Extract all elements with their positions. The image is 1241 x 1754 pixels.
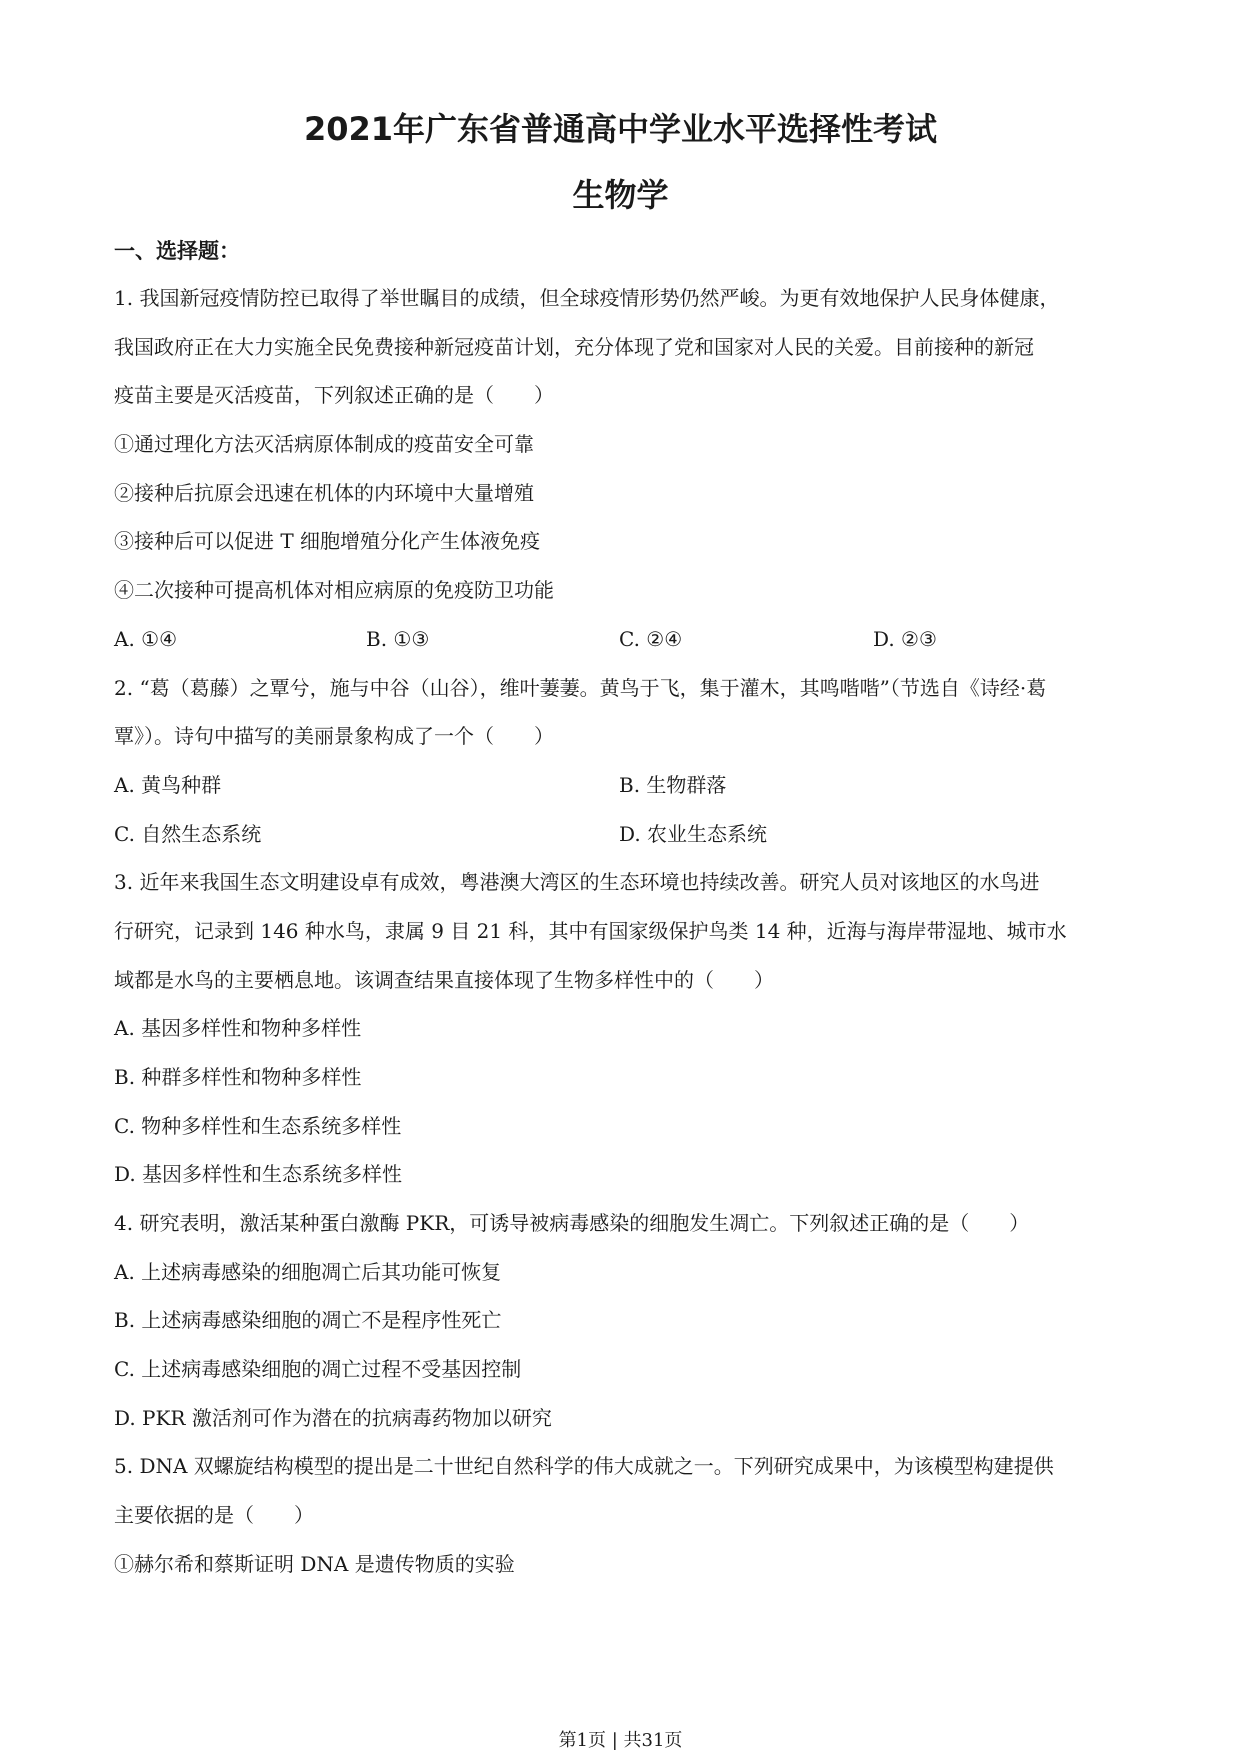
q3-option-d: D. 基因多样性和生态系统多样性 <box>114 1162 403 1186</box>
q3-option-c: C. 物种多样性和生态系统多样性 <box>114 1114 402 1138</box>
q1-stem-line1: 1. 我国新冠疫情防控已取得了举世瞩目的成绩，但全球疫情形势仍然严峻。为更有效地保护人民身体健康， <box>114 286 1060 310</box>
q3-option-a: A. 基因多样性和物种多样性 <box>114 1016 362 1040</box>
section-heading: 一、选择题： <box>114 239 240 263</box>
q4-option-d: D. PKR 激活剂可作为潜在的抗病毒药物加以研究 <box>114 1406 552 1430</box>
q1-stem-line3: 疫苗主要是灭活疫苗，下列叙述正确的是（ ） <box>114 383 554 407</box>
q1-stem-line2: 我国政府正在大力实施全民免费接种新冠疫苗计划，充分体现了党和国家对人民的关爱。目前接种的新冠 <box>114 335 1034 359</box>
q1-statement-4: ④二次接种可提高机体对相应病原的免疫防卫功能 <box>114 578 554 602</box>
q2-option-d: D. 农业生态系统 <box>619 822 768 846</box>
q3-option-b: B. 种群多样性和物种多样性 <box>114 1065 362 1089</box>
q2-option-a: A. 黄鸟种群 <box>114 773 222 797</box>
q1-statement-3: ③接种后可以促进 T 细胞增殖分化产生体液免疫 <box>114 529 541 553</box>
q1-option-a: A. ①④ <box>114 627 178 651</box>
q3-stem-line2: 行研究，记录到 146 种水鸟，隶属 9 目 21 科，其中有国家级保护鸟类 14 种，近海与海岸带湿地、城市水 <box>114 919 1067 943</box>
q2-stem-line1: 2. “葛（葛藤）之覃兮，施与中谷（山谷），维叶萋萋。黄鸟于飞，集于灌木，其鸣喈喈”（节选自《诗经·葛 <box>114 676 1047 700</box>
q2-stem-line2: 覃》）。诗句中描写的美丽景象构成了一个（ ） <box>114 724 554 748</box>
q4-option-c: C. 上述病毒感染细胞的凋亡过程不受基因控制 <box>114 1357 522 1381</box>
page-title: 2021年广东省普通高中学业水平选择性考试 <box>303 110 938 148</box>
q5-stem-line2: 主要依据的是（ ） <box>114 1503 314 1527</box>
page-footer: 第1页 | 共31页 <box>558 1730 683 1751</box>
q1-option-d: D. ②③ <box>873 627 937 651</box>
q1-option-b: B. ①③ <box>366 627 430 651</box>
q3-stem-line1: 3. 近年来我国生态文明建设卓有成效，粤港澳大湾区的生态环境也持续改善。研究人员对该地区的水鸟进 <box>114 870 1040 894</box>
q2-option-b: B. 生物群落 <box>619 773 727 797</box>
q3-stem-line3: 域都是水鸟的主要栖息地。该调查结果直接体现了生物多样性中的（ ） <box>114 968 774 992</box>
q4-option-a: A. 上述病毒感染的细胞凋亡后其功能可恢复 <box>114 1260 502 1284</box>
q1-statement-2: ②接种后抗原会迅速在机体的内环境中大量增殖 <box>114 481 534 505</box>
q4-stem-line1: 4. 研究表明，激活某种蛋白激酶 PKR，可诱导被病毒感染的细胞发生凋亡。下列叙述正确的是（ ） <box>114 1211 1030 1235</box>
q5-stem-line1: 5. DNA 双螺旋结构模型的提出是二十世纪自然科学的伟大成就之一。下列研究成果中，为该模型构建提供 <box>114 1454 1054 1478</box>
q5-statement-1: ①赫尔希和蔡斯证明 DNA 是遗传物质的实验 <box>114 1552 515 1576</box>
q4-option-b: B. 上述病毒感染细胞的凋亡不是程序性死亡 <box>114 1308 502 1332</box>
page-subtitle: 生物学 <box>572 176 669 214</box>
q1-statement-1: ①通过理化方法灭活病原体制成的疫苗安全可靠 <box>114 432 534 456</box>
q2-option-c: C. 自然生态系统 <box>114 822 262 846</box>
q1-option-c: C. ②④ <box>619 627 683 651</box>
